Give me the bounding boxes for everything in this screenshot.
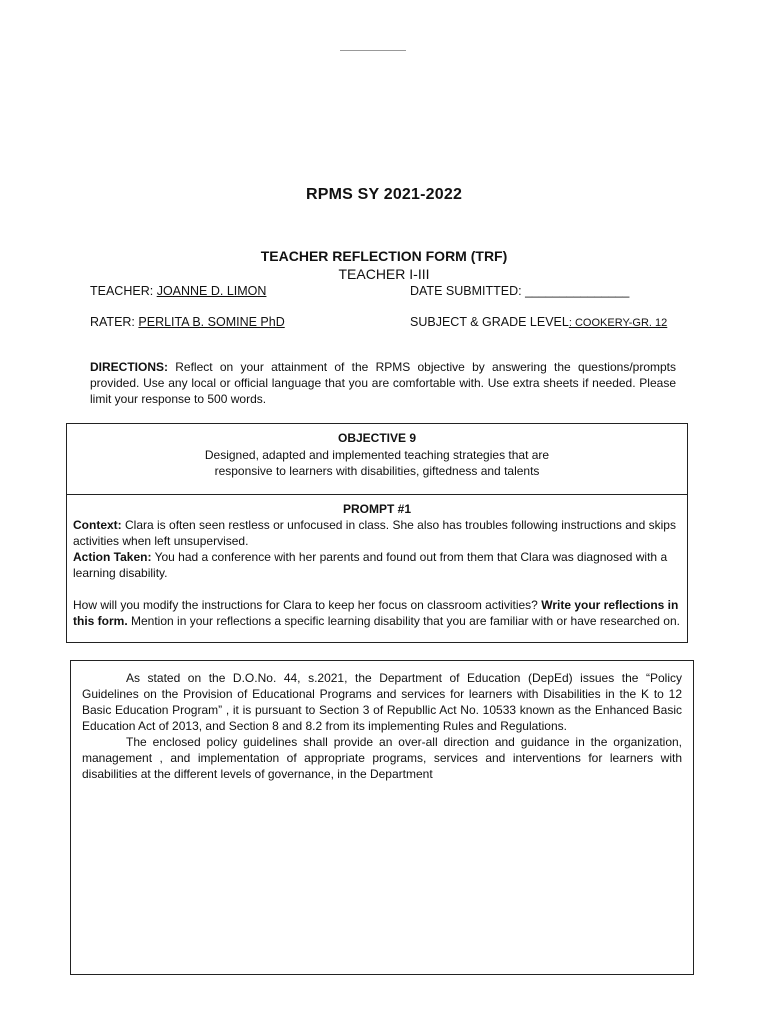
document-title: RPMS SY 2021-2022 — [305, 186, 463, 203]
subject-grade-label: SUBJECT & GRADE LEVEL — [410, 315, 569, 329]
objective-title: OBJECTIVE 9 — [337, 431, 417, 445]
question-tail: Mention in your reflections a specific learning disability that you are familiar with or have researched on. — [127, 614, 680, 628]
response-paragraph-1: As stated on the D.O.No. 44, s.2021, the Department of Education (DepEd) issues the “Policy Guidelines on the Provision of Educational Programs and services for learners with Disabilities in the K to 12 Basic Education Program” , it is pursuant to Section 3 of Republlic Act No. 10533 known as the Enhanced Basic Education Act of 2013, and Section 8 and 8.2 from its implementing Rules and Regulations. — [82, 671, 682, 733]
prompt-body — [67, 517, 687, 629]
subject-grade-field — [410, 315, 667, 329]
directions-paragraph — [90, 359, 676, 407]
response-paragraph-2: The enclosed policy guidelines shall provide an over-all direction and guidance in the organization, management , and implementation of appropriate programs, services and interventions for learners with disabilities at the different levels of governance, in the Department — [82, 735, 682, 781]
prompt-context — [73, 517, 681, 549]
objective-description: Designed, adapted and implemented teaching strategies that are responsive to learners with disabilities, giftedness and talents — [204, 448, 550, 478]
context-label: Context: — [73, 518, 122, 532]
subject-grade-value: : COOKERY-GR. 12 — [568, 317, 668, 329]
header-line-mark — [340, 50, 406, 51]
action-text: You had a conference with her parents and found out from them that Clara was diagnosed with a learning disability. — [73, 550, 668, 580]
teacher-value: JOANNE D. LIMON — [156, 284, 267, 298]
paragraph-spacer — [73, 581, 681, 597]
context-text: Clara is often seen restless or unfocused in class. She also has troubles following instructions and skips activities when left unsupervised. — [73, 518, 676, 548]
form-title: TEACHER REFLECTION FORM (TRF) — [260, 248, 508, 264]
question-bold: Write your reflections in this form. — [73, 598, 679, 628]
prompt-title: PROMPT #1 — [342, 502, 411, 516]
prompt-question — [73, 597, 681, 629]
rater-value: PERLITA B. SOMINE PhD — [138, 315, 285, 329]
rater-label: RATER: — [90, 315, 139, 329]
objective-section — [67, 424, 687, 495]
form-subtitle: TEACHER I-III — [338, 266, 430, 282]
objective-prompt-box — [66, 423, 688, 643]
teacher-label: TEACHER: — [90, 284, 157, 298]
date-submitted-label: DATE SUBMITTED: — [410, 284, 526, 298]
rater-field — [90, 315, 285, 329]
date-submitted-field — [410, 284, 629, 298]
directions-label: DIRECTIONS: — [90, 360, 168, 374]
prompt-action-taken — [73, 549, 681, 581]
date-submitted-value: _______________ — [525, 284, 630, 298]
directions-text: Reflect on your attainment of the RPMS objective by answering the questions/prompts provided. Use any local or official language that you are comfortable with. Use extra sheets if needed. Please limit your response to 500 words. — [90, 360, 676, 406]
action-label: Action Taken: — [73, 550, 152, 564]
prompt-section — [67, 496, 687, 629]
teacher-field — [90, 284, 266, 298]
question-text: How will you modify the instructions for Clara to keep her focus on classroom activities? — [73, 598, 542, 612]
reflection-response-box[interactable] — [70, 660, 694, 975]
